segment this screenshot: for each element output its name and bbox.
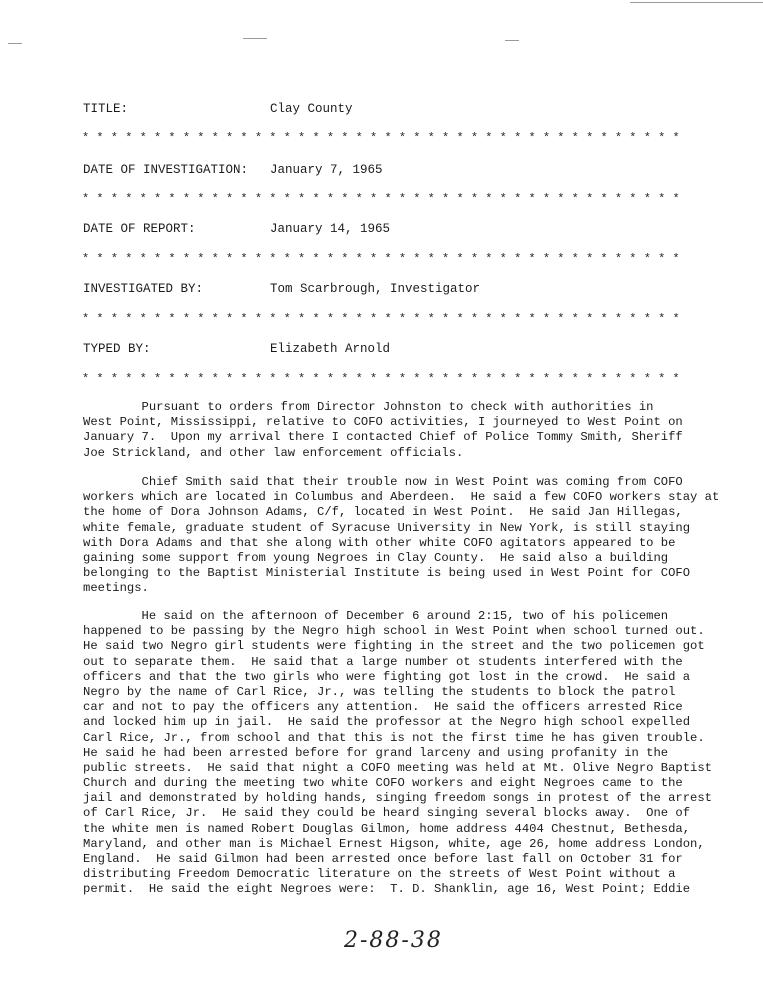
body-paragraph-3 xyxy=(83,609,733,898)
header-label: TITLE: xyxy=(83,102,129,116)
paragraph-line: happened to be passing by the Negro high school in West Point when school turned out. xyxy=(83,624,705,639)
separator-stars: * * * * * * * * * * * * * * * * * * * * * * * * * * * * * * * * * * * * * * * * * * xyxy=(82,312,680,326)
paragraph-line: the white men is named Robert Douglas Gilmon, home address 4404 Chestnut, Bethesda, xyxy=(83,821,691,836)
header-label: TYPED BY: xyxy=(83,342,151,356)
separator-stars: * * * * * * * * * * * * * * * * * * * * * * * * * * * * * * * * * * * * * * * * * * xyxy=(82,131,680,145)
paragraph-line: He said he had been arrested before for grand larceny and using profanity in the xyxy=(83,745,669,760)
paragraph-line: Pursuant to orders from Director Johnston to check with authorities in xyxy=(83,400,654,414)
paragraph-line: with Dora Adams and that she along with other white COFO agitators appeared to be xyxy=(83,535,676,550)
paragraph-line: permit. He said the eight Negroes were: T. D. Shanklin, age 16, West Point; Eddie xyxy=(83,882,691,897)
paragraph-line: He said on the afternoon of December 6 around 2:15, two of his policemen xyxy=(83,609,669,623)
paragraph-line: gaining some support from young Negroes in Clay County. He said also a building xyxy=(83,550,669,565)
header-label: INVESTIGATED BY: xyxy=(83,282,204,296)
header-value: January 7, 1965 xyxy=(270,163,383,177)
paragraph-line: public streets. He said that night a COFO meeting was held at Mt. Olive Negro Baptist xyxy=(83,760,712,775)
header-value: January 14, 1965 xyxy=(270,222,391,236)
paragraph-line: Maryland, and other man is Michael Ernest Higson, white, age 26, home address London, xyxy=(83,836,705,851)
paragraph-line: Joe Strickland, and other law enforcement officials. xyxy=(83,445,464,460)
separator-stars: * * * * * * * * * * * * * * * * * * * * * * * * * * * * * * * * * * * * * * * * * * xyxy=(82,192,680,206)
header-label: DATE OF REPORT: xyxy=(83,222,196,236)
handwritten-file-number: 2-88-38 xyxy=(344,928,443,953)
separator-stars: * * * * * * * * * * * * * * * * * * * * * * * * * * * * * * * * * * * * * * * * * * xyxy=(82,372,680,386)
paragraph-line: out to separate them. He said that a large number ot students interfered with the xyxy=(83,654,683,669)
body-paragraph-2 xyxy=(83,475,733,597)
header-label: DATE OF INVESTIGATION: xyxy=(83,163,249,177)
scan-artifact-line xyxy=(8,43,22,44)
header-value: Clay County xyxy=(270,102,353,116)
scan-artifact-line xyxy=(505,40,519,41)
header-value: Tom Scarbrough, Investigator xyxy=(270,282,481,296)
scan-artifact-line xyxy=(243,38,267,39)
paragraph-line: of Carl Rice, Jr. He said they could be heard singing several blocks away. One of xyxy=(83,806,691,821)
paragraph-line: officers and that the two girls who were fighting got lost in the crowd. He said a xyxy=(83,669,691,684)
paragraph-line: January 7. Upon my arrival there I contacted Chief of Police Tommy Smith, Sheriff xyxy=(83,430,683,445)
separator-stars: * * * * * * * * * * * * * * * * * * * * * * * * * * * * * * * * * * * * * * * * * * xyxy=(82,252,680,266)
paragraph-line: the home of Dora Johnson Adams, C/f, located in West Point. He said Jan Hillegas, xyxy=(83,505,683,520)
paragraph-line: belonging to the Baptist Ministerial Institute is being used in West Point for COFO xyxy=(83,566,691,581)
paragraph-line: He said two Negro girl students were fighting in the street and the two policemen got xyxy=(83,639,705,654)
paragraph-line: white female, graduate student of Syracuse University in New York, is still staying xyxy=(83,520,691,535)
header-value: Elizabeth Arnold xyxy=(270,342,391,356)
paragraph-line: distributing Freedom Democratic literature on the streets of West Point without a xyxy=(83,867,676,882)
scan-artifact-line xyxy=(630,2,763,3)
paragraph-line: car and not to pay the officers any attention. He said the officers arrested Rice xyxy=(83,700,683,715)
paragraph-line: and locked him up in jail. He said the professor at the Negro high school expelled xyxy=(83,715,691,730)
paragraph-line: meetings. xyxy=(83,581,149,596)
paragraph-line: jail and demonstrated by holding hands, singing freedom songs in protest of the arrest xyxy=(83,791,712,806)
paragraph-line: England. He said Gilmon had been arrested once before last fall on October 31 for xyxy=(83,852,683,866)
paragraph-line: Church and during the meeting two white COFO workers and eight Negroes came to the xyxy=(83,776,683,791)
paragraph-line: Carl Rice, Jr., from school and that this is not the first time he has given trouble. xyxy=(83,730,705,745)
paragraph-line: West Point, Mississippi, relative to COFO activities, I journeyed to West Point on xyxy=(83,415,683,430)
paragraph-line: Chief Smith said that their trouble now in West Point was coming from COFO xyxy=(83,475,683,489)
body-paragraph-1 xyxy=(83,400,733,461)
paragraph-line: Negro by the name of Carl Rice, Jr., was telling the students to block the patrol xyxy=(83,684,676,699)
paragraph-line: workers which are located in Columbus and Aberdeen. He said a few COFO workers stay at xyxy=(83,490,720,505)
